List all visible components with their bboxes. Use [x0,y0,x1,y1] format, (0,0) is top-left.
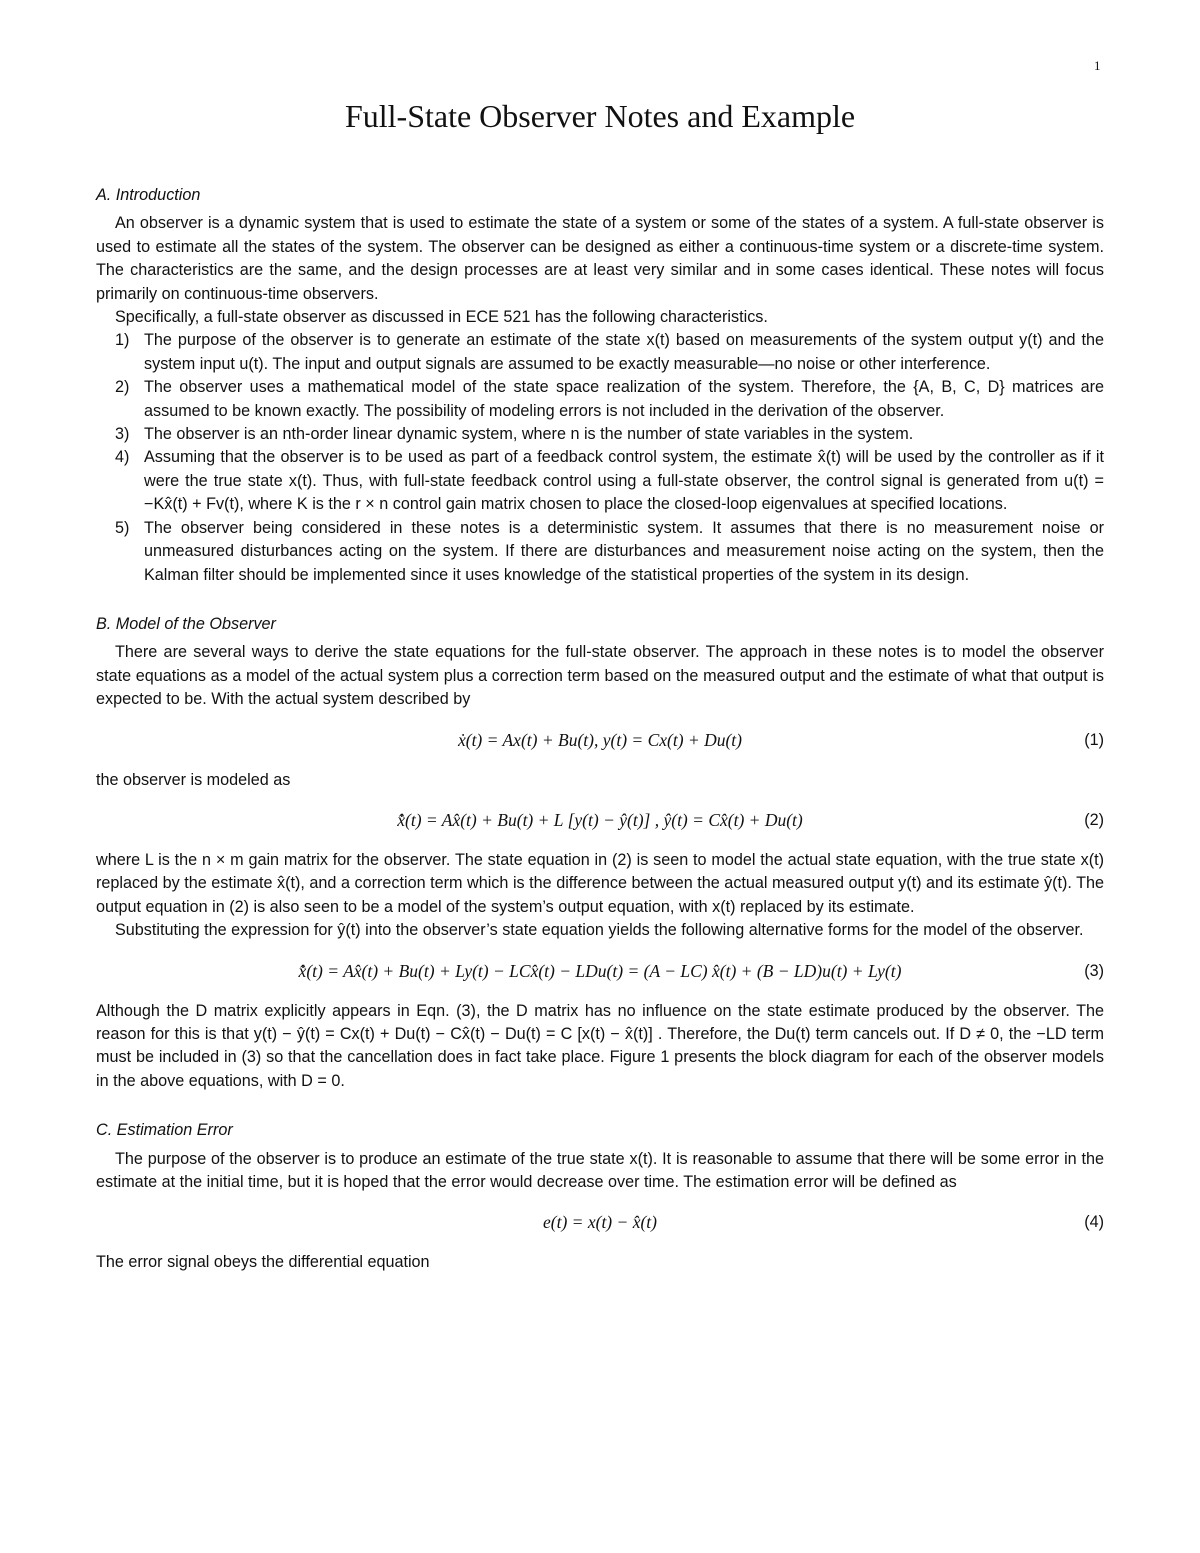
list-item-number: 1) [115,331,130,350]
error-paragraph-2: The error signal obeys the differential equation [96,1253,430,1272]
list-item-text: The observer is an nth-order linear dynamic system, where n is the number of state variables in the system. [144,425,914,444]
list-item-number: 5) [115,518,130,537]
section-heading-model: B. Model of the Observer [96,614,276,633]
equation-2-body: x̂̇(t) = Ax̂(t) + Bu(t) + L [y(t) − ŷ(t)] , ŷ(t) = Cx̂(t) + Du(t) [397,809,803,830]
model-paragraph-5: Although the D matrix explicitly appears in Eqn. (3), the D matrix has no influence on the state estimate produced by the observer. The reason for this is that y(t) − ŷ(t) = Cx(t) + Du(t) − Cx̂(t) − Du(t) = C [x(t) − x̂(t)] . Therefore, the Du(t) term cancels out. If D ≠ 0, the −LD term must be included in (3) so that the cancellation does in fact take place. Figure 1 presents the block diagram for each of the observer models in the above equations, with D = 0. [96,1001,1104,1090]
equation-3-number: (3) [1084,961,1104,980]
error-paragraph-1: The purpose of the observer is to produce an estimate of the true state x(t). It is reasonable to assume that there will be some error in the estimate at the initial time, but it is hoped that the error would decrease over time. The estimation error will be defined as [96,1149,1104,1191]
model-paragraph-2: the observer is modeled as [96,770,291,789]
equation-4-body: e(t) = x(t) − x̂(t) [543,1212,657,1233]
equation-1-number: (1) [1084,730,1104,749]
intro-paragraph-1: An observer is a dynamic system that is used to estimate the state of a system or some of the states of a system. A full-state observer is used to estimate all the states of the system. The observer can be designed as either a continuous-time system or a discrete-time system. The characteristics are the same, and the design processes are at least very similar and in some cases identical. These notes will focus primarily on continuous-time observers. [96,214,1104,303]
equation-4-number: (4) [1084,1213,1104,1232]
equation-3 [96,955,1104,988]
characteristics-list [96,329,1104,586]
page-title: Full-State Observer Notes and Example [344,98,856,134]
list-item [96,446,1104,516]
equation-4 [96,1206,1104,1239]
list-item [96,517,1104,587]
list-item-number: 2) [115,378,130,397]
list-item [96,423,1104,446]
equation-2-number: (2) [1084,810,1104,829]
equation-3-body: x̂̇(t) = Ax̂(t) + Bu(t) + Ly(t) − LCx̂(t) − LDu(t) = (A − LC) x̂(t) + (B − LD)u(t) + Ly(t) [298,960,902,981]
model-paragraph-1: There are several ways to derive the state equations for the full-state observer. The approach in these notes is to model the observer state equations as a model of the actual system plus a correction term based on the measured output and the estimate of what that output is expected to be. With the actual system described by [96,643,1104,709]
section-heading-estimation-error: C. Estimation Error [96,1121,233,1140]
page-number: 1 [1094,58,1101,73]
list-item-text: The observer being considered in these notes is a deterministic system. It assumes that there is no measurement noise or unmeasured disturbances acting on the system. If there are disturbances and measurement noise acting on the system, then the Kalman filter should be implemented since it uses knowledge of the statistical properties of the system in its design. [144,518,1104,584]
equation-1 [96,724,1104,757]
equation-1-body: ẋ(t) = Ax(t) + Bu(t), y(t) = Cx(t) + Du(t) [457,729,743,750]
list-item-text: The purpose of the observer is to generate an estimate of the state x(t) based on measurements of the system output y(t) and the system input u(t). The input and output signals are assumed to be exactly measurable—no noise or other interference. [144,331,1104,373]
list-item-text: Assuming that the observer is to be used as part of a feedback control system, the estimate x̂(t) will be used by the controller as if it were the true state x(t). Thus, with full-state feedback control using a full-state observer, the control signal is generated from u(t) = −Kx̂(t) + Fv(t), where K is the r × n control gain matrix chosen to place the closed-loop eigenvalues at specified locations. [144,448,1104,514]
section-heading-introduction: A. Introduction [96,186,201,204]
document-body [96,184,1104,1275]
equation-2 [96,804,1104,837]
list-item-number: 4) [115,448,130,467]
model-paragraph-3: where L is the n × m gain matrix for the observer. The state equation in (2) is seen to model the actual state equation, with the true state x(t) replaced by the estimate x̂(t), and a correction term which is the difference between the actual measured output y(t) and its estimate ŷ(t). The output equation in (2) is also seen to be a model of the system’s output equation, with x(t) replaced by its estimate. [96,850,1104,916]
list-item [96,329,1104,376]
list-item [96,376,1104,423]
list-item-text: The observer uses a mathematical model of the state space realization of the system. Therefore, the {A, B, C, D} matrices are assumed to be known exactly. The possibility of modeling errors is not included in the derivation of the observer. [144,378,1104,420]
model-paragraph-4: Substituting the expression for ŷ(t) into the observer’s state equation yields the following alternative forms for the model of the observer. [115,921,1084,940]
intro-paragraph-2: Specifically, a full-state observer as discussed in ECE 521 has the following characteristics. [115,308,768,327]
list-item-number: 3) [115,425,130,444]
